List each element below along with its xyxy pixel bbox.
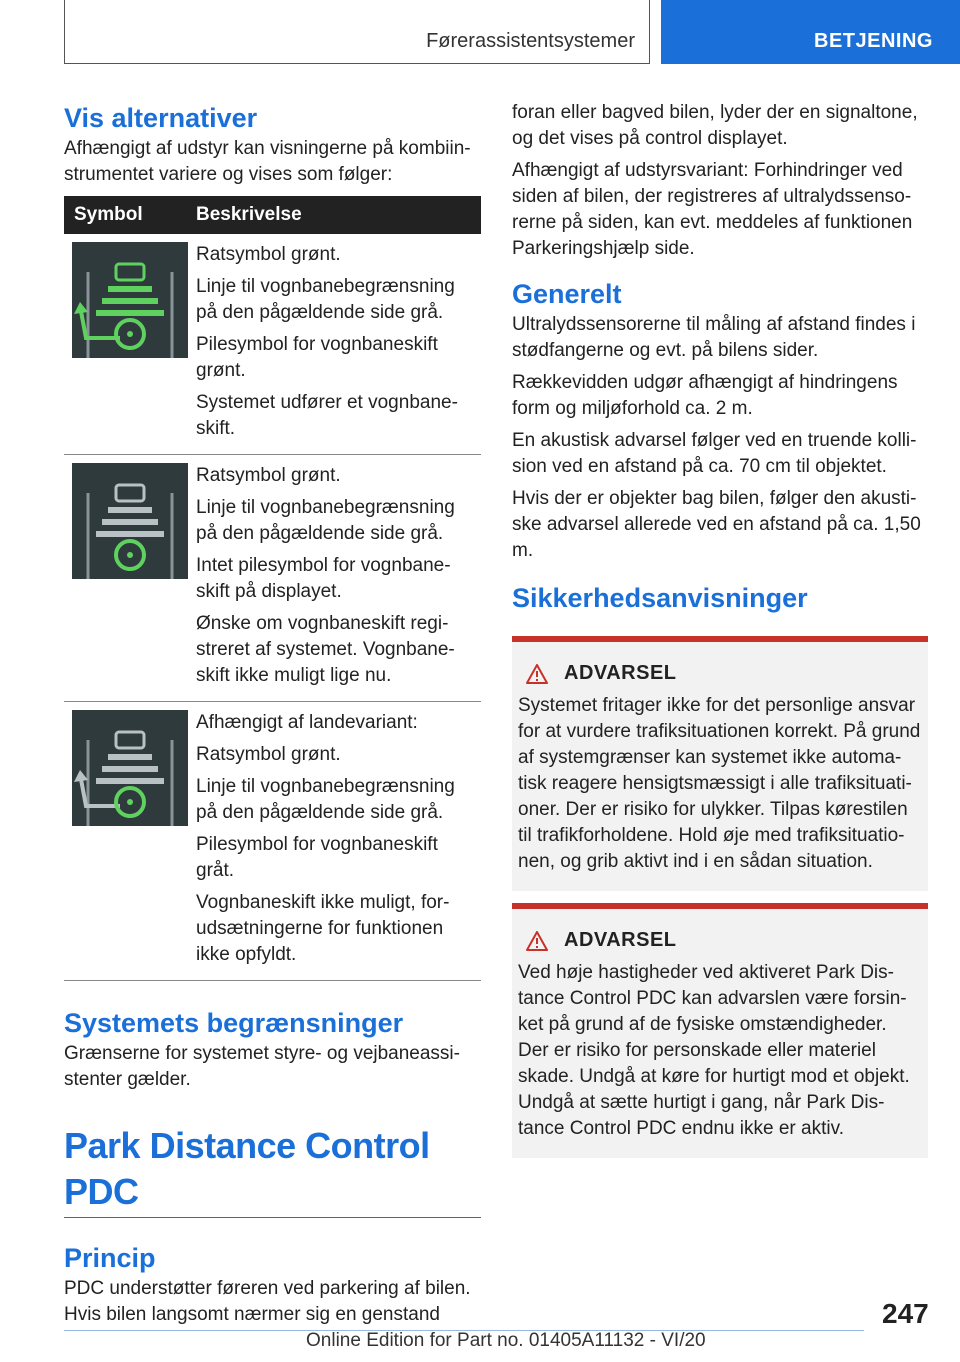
header-chapter-tab — [661, 0, 960, 64]
row1-line4: Systemet udfører et vognbane-skift. — [196, 392, 458, 439]
row3-line2: Ratsymbol grønt. — [196, 744, 341, 765]
row1-line1: Ratsymbol grønt. — [196, 244, 341, 265]
warning-box — [512, 636, 928, 891]
header-section-title: Førerassistentsystemer — [426, 30, 635, 52]
table-row — [64, 234, 481, 455]
warning-label: ADVARSEL — [564, 662, 677, 684]
general-text-4: Hvis der er objekter bag bilen, følger den akusti-ske advarsel allerede ved en afstand på ca. 1,50 m. — [512, 488, 921, 561]
vis-intro-text: Afhængigt af udstyr kan visningerne på kombiin-strumentet variere og vises som følger: — [64, 138, 471, 185]
row2-line3: Intet pilesymbol for vognbane-skift på displayet. — [196, 555, 451, 602]
warning-label: ADVARSEL — [564, 929, 677, 951]
general-text-1: Ultralydssensorerne til måling af afstand findes i stødfangerne og evt. på bilens sider. — [512, 314, 916, 361]
warning-box — [512, 903, 928, 1158]
safety-heading: Sikkerhedsanvisninger — [512, 583, 808, 613]
page-number: 247 — [882, 1298, 929, 1329]
row1-line3: Pilesymbol for vognbaneskift grønt. — [196, 334, 438, 381]
right-column — [512, 100, 928, 1170]
row2-line1: Ratsymbol grønt. — [196, 465, 341, 486]
warning-text: Systemet fritager ikke for det personlige ansvar for at vurdere trafiksituationen korrekt. På grund af systemgrænser kan systemet ikke automa-tisk reagere hensigtsmæssigt i alle trafiksituati-oner. Der er risiko for ulykker. Tilpas kørestilen til trafikforholdene. Hold øje med trafiksituatio-nen, og grib aktivt ind i en sådan situation. — [518, 695, 921, 872]
row2-line4: Ønske om vognbaneskift regi-streret af systemet. Vognbane-skift ikke muligt lige nu. — [196, 613, 455, 686]
table-row — [64, 702, 481, 981]
table-row — [64, 455, 481, 702]
continued-text-1: foran eller bagved bilen, lyder der en signaltone, og det vises på control displayet. — [512, 102, 918, 149]
row3-line1: Afhængigt af landevariant: — [196, 712, 418, 733]
limits-text: Grænserne for systemet styre- og vejbaneassi-stenter gælder. — [64, 1043, 460, 1090]
pdc-heading: Park Distance Control PDC — [64, 1123, 481, 1218]
symbol-table — [64, 196, 481, 981]
row1-line2: Linje til vognbanebegrænsning på den pågældende side grå. — [196, 276, 455, 323]
lane-change-unavailable-icon — [72, 710, 188, 826]
table-header-description: Beskrivelse — [196, 204, 302, 225]
left-column — [64, 100, 481, 1334]
continued-text-2: Afhængigt af udstyrsvariant: Forhindringer ved siden af bilen, der registreres af ultralydssenso-rerne på siden, kan evt. meddeles af funktionen Parkeringshjælp side. — [512, 160, 913, 259]
header-chapter-title: BETJENING — [814, 30, 933, 52]
lane-change-requested-icon — [72, 463, 188, 579]
warning-triangle-icon — [526, 931, 548, 951]
principle-heading: Princip — [64, 1243, 156, 1273]
principle-text: PDC understøtter føreren ved parkering af bilen. Hvis bilen langsomt nærmer sig en genstand — [64, 1278, 471, 1325]
general-heading: Generelt — [512, 279, 622, 309]
row3-line4: Pilesymbol for vognbaneskift gråt. — [196, 834, 438, 881]
footer-edition: Online Edition for Part no. 01405A11132 - VI/20 — [306, 1330, 706, 1351]
table-header-symbol: Symbol — [74, 204, 143, 225]
row2-line2: Linje til vognbanebegrænsning på den pågældende side grå. — [196, 497, 455, 544]
row3-line3: Linje til vognbanebegrænsning på den pågældende side grå. — [196, 776, 455, 823]
table-header — [64, 196, 481, 234]
row3-line5: Vognbaneskift ikke muligt, for-udsætningerne for funktionen ikke opfyldt. — [196, 892, 450, 965]
warning-triangle-icon — [526, 664, 548, 684]
lane-change-active-icon — [72, 242, 188, 358]
general-text-2: Rækkevidden udgør afhængigt af hindringens form og miljøforhold ca. 2 m. — [512, 372, 898, 419]
header-section-box — [64, 0, 650, 64]
vis-alternativer-heading: Vis alternativer — [64, 103, 258, 133]
limits-heading: Systemets begrænsninger — [64, 1008, 404, 1038]
general-text-3: En akustisk advarsel følger ved en truende kolli-sion ved en afstand på ca. 70 cm til objektet. — [512, 430, 917, 477]
warning-text: Ved høje hastigheder ved aktiveret Park Dis-tance Control PDC kan advarslen være forsin-ket på grund af de fysiske omstændigheder. Der er risiko for personskade eller materiel skade. Undgå at køre for hurtigt mod et objekt. Undgå at sætte hurtigt i gang, når Park Dis-tance Control PDC endnu ikke er aktiv. — [518, 962, 910, 1139]
